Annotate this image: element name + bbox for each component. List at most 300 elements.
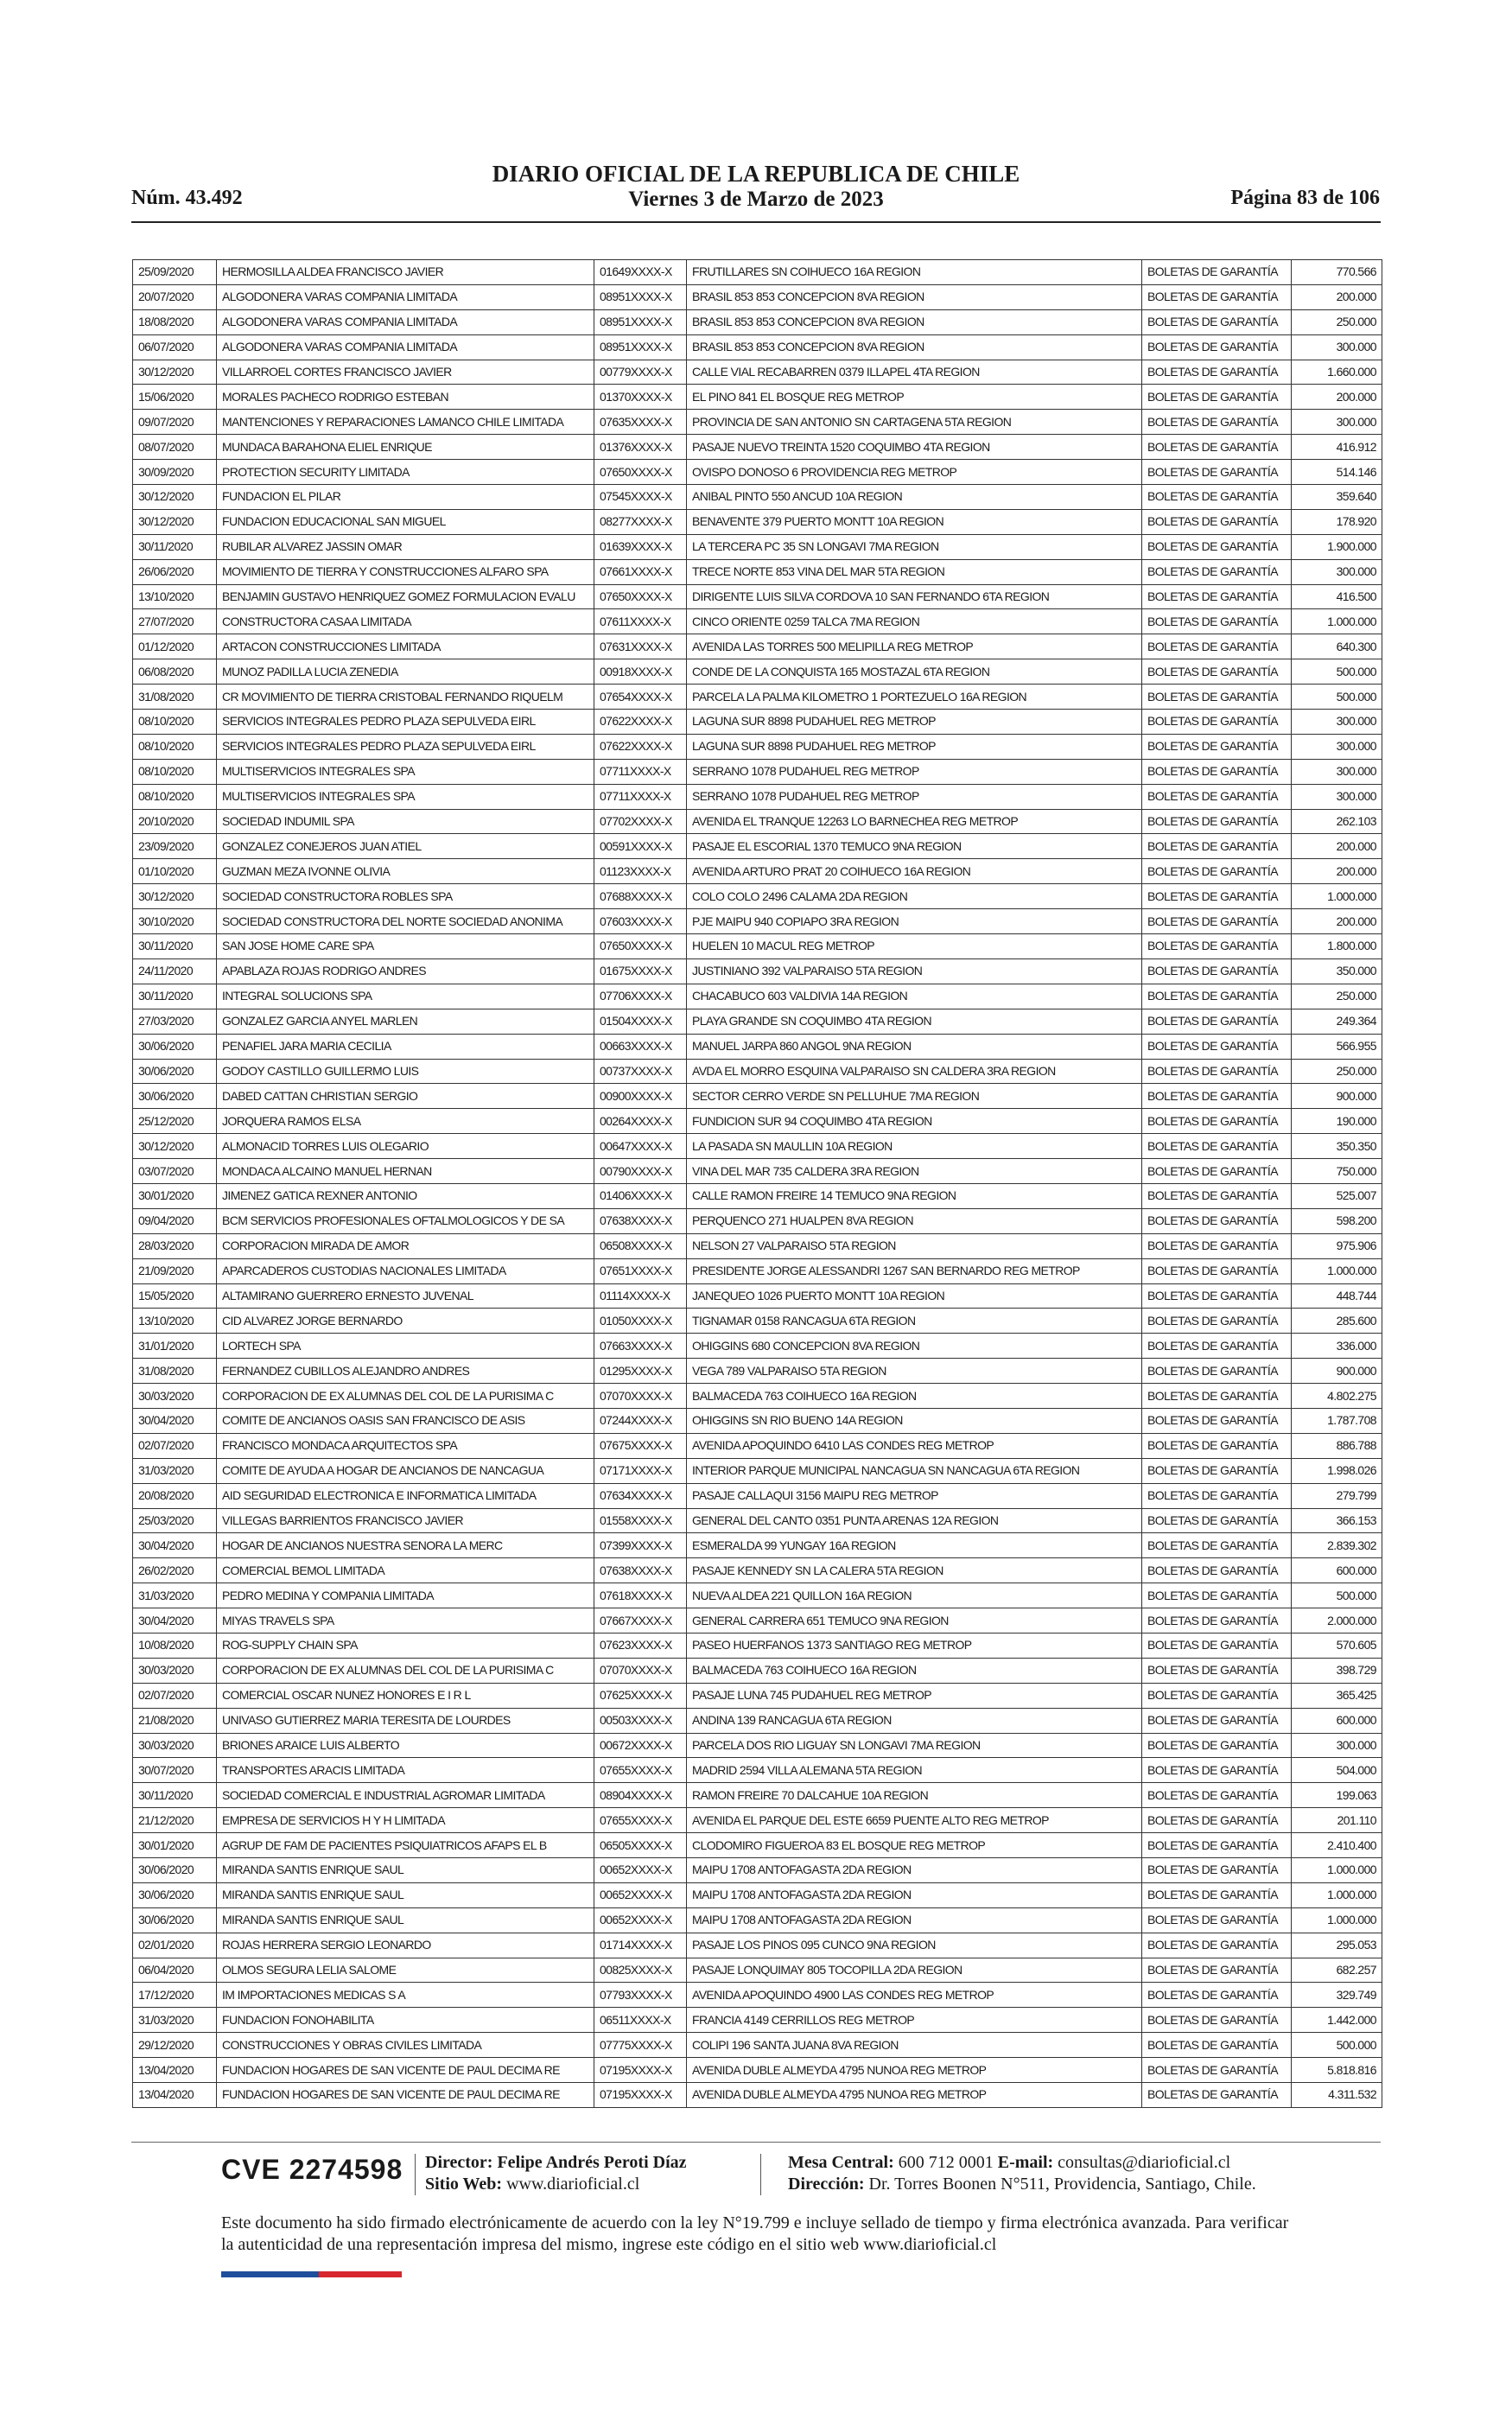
record-rut: 00663XXXX-X	[594, 1034, 687, 1059]
record-name: MULTISERVICIOS INTEGRALES SPA	[217, 759, 594, 784]
record-rut: 07661XXXX-X	[594, 559, 687, 584]
record-address: OHIGGINS SN RIO BUENO 14A REGION	[687, 1408, 1142, 1433]
record-amount: 262.103	[1292, 809, 1382, 834]
record-amount: 500.000	[1292, 2033, 1382, 2058]
table-row	[133, 410, 1382, 435]
record-name: ROG-SUPPLY CHAIN SPA	[217, 1633, 594, 1658]
record-date: 09/07/2020	[133, 410, 217, 435]
table-row	[133, 435, 1382, 460]
record-amount: 640.300	[1292, 634, 1382, 659]
footer-separator	[415, 2154, 416, 2195]
footer-color-bar-red	[319, 2271, 402, 2277]
record-date: 21/12/2020	[133, 1808, 217, 1833]
table-row	[133, 809, 1382, 834]
record-amount: 500.000	[1292, 1583, 1382, 1608]
record-rut: 01406XXXX-X	[594, 1183, 687, 1208]
mesa-phone: 600 712 0001	[898, 2153, 994, 2172]
record-date: 13/10/2020	[133, 584, 217, 609]
record-amount: 1.787.708	[1292, 1408, 1382, 1433]
table-row	[133, 1933, 1382, 1958]
record-name: JIMENEZ GATICA REXNER ANTONIO	[217, 1183, 594, 1208]
record-date: 30/01/2020	[133, 1183, 217, 1208]
record-amount: 329.749	[1292, 1983, 1382, 2008]
table-row	[133, 1708, 1382, 1733]
record-address: AVENIDA DUBLE ALMEYDA 4795 NUNOA REG METROP	[687, 2083, 1142, 2108]
record-name: SOCIEDAD CONSTRUCTORA DEL NORTE SOCIEDAD ANONIMA	[217, 909, 594, 934]
record-address: ESMERALDA 99 YUNGAY 16A REGION	[687, 1533, 1142, 1558]
record-name: SOCIEDAD CONSTRUCTORA ROBLES SPA	[217, 884, 594, 909]
record-address: FRUTILLARES SN COIHUECO 16A REGION	[687, 260, 1142, 285]
record-type: BOLETAS DE GARANTÍA	[1142, 559, 1292, 584]
record-date: 21/08/2020	[133, 1708, 217, 1733]
table-row	[133, 1384, 1382, 1409]
record-type: BOLETAS DE GARANTÍA	[1142, 385, 1292, 410]
record-rut: 07070XXXX-X	[594, 1658, 687, 1683]
record-type: BOLETAS DE GARANTÍA	[1142, 934, 1292, 959]
record-amount: 886.788	[1292, 1433, 1382, 1458]
record-rut: 07545XXXX-X	[594, 485, 687, 510]
record-rut: 08904XXXX-X	[594, 1783, 687, 1808]
record-name: MULTISERVICIOS INTEGRALES SPA	[217, 784, 594, 809]
table-row	[133, 1458, 1382, 1483]
table-row	[133, 634, 1382, 659]
record-type: BOLETAS DE GARANTÍA	[1142, 1583, 1292, 1608]
record-name: ALMONACID TORRES LUIS OLEGARIO	[217, 1134, 594, 1159]
table-row	[133, 584, 1382, 609]
table-row	[133, 934, 1382, 959]
record-name: PEDRO MEDINA Y COMPANIA LIMITADA	[217, 1583, 594, 1608]
record-rut: 00503XXXX-X	[594, 1708, 687, 1733]
record-address: BRASIL 853 853 CONCEPCION 8VA REGION	[687, 284, 1142, 309]
record-type: BOLETAS DE GARANTÍA	[1142, 2033, 1292, 2058]
record-amount: 365.425	[1292, 1683, 1382, 1708]
record-amount: 514.146	[1292, 460, 1382, 485]
record-type: BOLETAS DE GARANTÍA	[1142, 685, 1292, 710]
record-amount: 1.000.000	[1292, 1882, 1382, 1907]
record-type: BOLETAS DE GARANTÍA	[1142, 1958, 1292, 1983]
record-date: 30/04/2020	[133, 1608, 217, 1634]
record-date: 08/10/2020	[133, 734, 217, 759]
record-type: BOLETAS DE GARANTÍA	[1142, 1882, 1292, 1907]
record-address: AVENIDA ARTURO PRAT 20 COIHUECO 16A REGION	[687, 859, 1142, 884]
record-amount: 300.000	[1292, 334, 1382, 360]
record-name: OLMOS SEGURA LELIA SALOME	[217, 1958, 594, 1983]
record-date: 31/08/2020	[133, 685, 217, 710]
table-row	[133, 609, 1382, 634]
footer-divider	[131, 2142, 1381, 2143]
record-date: 31/08/2020	[133, 1359, 217, 1384]
record-amount: 200.000	[1292, 385, 1382, 410]
record-rut: 00790XXXX-X	[594, 1159, 687, 1184]
record-name: VILLEGAS BARRIENTOS FRANCISCO JAVIER	[217, 1508, 594, 1533]
record-name: CONSTRUCTORA CASAA LIMITADA	[217, 609, 594, 634]
table-row	[133, 1009, 1382, 1034]
record-type: BOLETAS DE GARANTÍA	[1142, 410, 1292, 435]
record-type: BOLETAS DE GARANTÍA	[1142, 1034, 1292, 1059]
record-amount: 566.955	[1292, 1034, 1382, 1059]
record-amount: 416.912	[1292, 435, 1382, 460]
record-type: BOLETAS DE GARANTÍA	[1142, 1208, 1292, 1233]
record-amount: 200.000	[1292, 834, 1382, 859]
record-date: 30/12/2020	[133, 1134, 217, 1159]
record-rut: 01639XXXX-X	[594, 534, 687, 559]
record-address: AVENIDA APOQUINDO 4900 LAS CONDES REG METROP	[687, 1983, 1142, 2008]
table-row	[133, 1608, 1382, 1634]
table-row	[133, 360, 1382, 385]
record-date: 10/08/2020	[133, 1633, 217, 1658]
director-name: Felipe Andrés Peroti Díaz	[497, 2153, 687, 2172]
record-amount: 300.000	[1292, 759, 1382, 784]
record-rut: 00918XXXX-X	[594, 659, 687, 685]
record-type: BOLETAS DE GARANTÍA	[1142, 1683, 1292, 1708]
record-amount: 1.660.000	[1292, 360, 1382, 385]
record-type: BOLETAS DE GARANTÍA	[1142, 1258, 1292, 1283]
record-name: CORPORACION DE EX ALUMNAS DEL COL DE LA PURISIMA C	[217, 1658, 594, 1683]
records-table	[132, 259, 1382, 2108]
record-amount: 416.500	[1292, 584, 1382, 609]
record-type: BOLETAS DE GARANTÍA	[1142, 485, 1292, 510]
record-date: 20/10/2020	[133, 809, 217, 834]
record-date: 30/06/2020	[133, 1907, 217, 1933]
table-row	[133, 1134, 1382, 1159]
record-type: BOLETAS DE GARANTÍA	[1142, 460, 1292, 485]
record-name: MANTENCIONES Y REPARACIONES LAMANCO CHILE LIMITADA	[217, 410, 594, 435]
record-date: 20/07/2020	[133, 284, 217, 309]
table-row	[133, 1783, 1382, 1808]
record-address: CONDE DE LA CONQUISTA 165 MOSTAZAL 6TA REGION	[687, 659, 1142, 685]
record-name: MIRANDA SANTIS ENRIQUE SAUL	[217, 1858, 594, 1883]
record-address: ANIBAL PINTO 550 ANCUD 10A REGION	[687, 485, 1142, 510]
record-rut: 01675XXXX-X	[594, 958, 687, 984]
record-type: BOLETAS DE GARANTÍA	[1142, 1359, 1292, 1384]
footer-separator	[760, 2154, 761, 2195]
record-type: BOLETAS DE GARANTÍA	[1142, 584, 1292, 609]
table-row	[133, 460, 1382, 485]
record-type: BOLETAS DE GARANTÍA	[1142, 734, 1292, 759]
record-address: TRECE NORTE 853 VINA DEL MAR 5TA REGION	[687, 559, 1142, 584]
record-amount: 200.000	[1292, 859, 1382, 884]
record-type: BOLETAS DE GARANTÍA	[1142, 260, 1292, 285]
record-type: BOLETAS DE GARANTÍA	[1142, 1658, 1292, 1683]
record-name: CR MOVIMIENTO DE TIERRA CRISTOBAL FERNANDO RIQUELM	[217, 685, 594, 710]
record-amount: 178.920	[1292, 509, 1382, 534]
record-rut: 07611XXXX-X	[594, 609, 687, 634]
record-type: BOLETAS DE GARANTÍA	[1142, 1933, 1292, 1958]
record-date: 30/03/2020	[133, 1658, 217, 1683]
record-type: BOLETAS DE GARANTÍA	[1142, 1907, 1292, 1933]
publication-title: DIARIO OFICIAL DE LA REPUBLICA DE CHILE	[492, 161, 1020, 187]
record-type: BOLETAS DE GARANTÍA	[1142, 360, 1292, 385]
record-address: BRASIL 853 853 CONCEPCION 8VA REGION	[687, 309, 1142, 334]
record-name: GUZMAN MEZA IVONNE OLIVIA	[217, 859, 594, 884]
table-row	[133, 659, 1382, 685]
record-name: AGRUP DE FAM DE PACIENTES PSIQUIATRICOS AFAPS EL B	[217, 1833, 594, 1858]
record-name: APABLAZA ROJAS RODRIGO ANDRES	[217, 958, 594, 984]
record-amount: 300.000	[1292, 734, 1382, 759]
record-address: FRANCIA 4149 CERRILLOS REG METROP	[687, 2008, 1142, 2033]
record-date: 01/12/2020	[133, 634, 217, 659]
record-amount: 295.053	[1292, 1933, 1382, 1958]
record-name: MIRANDA SANTIS ENRIQUE SAUL	[217, 1907, 594, 1933]
record-name: CONSTRUCCIONES Y OBRAS CIVILES LIMITADA	[217, 2033, 594, 2058]
record-name: FUNDACION HOGARES DE SAN VICENTE DE PAUL DECIMA RE	[217, 2083, 594, 2108]
record-type: BOLETAS DE GARANTÍA	[1142, 1433, 1292, 1458]
record-address: OVISPO DONOSO 6 PROVIDENCIA REG METROP	[687, 460, 1142, 485]
record-address: PASEO HUERFANOS 1373 SANTIAGO REG METROP	[687, 1633, 1142, 1658]
record-type: BOLETAS DE GARANTÍA	[1142, 2058, 1292, 2083]
record-name: MONDACA ALCAINO MANUEL HERNAN	[217, 1159, 594, 1184]
record-name: SOCIEDAD COMERCIAL E INDUSTRIAL AGROMAR LIMITADA	[217, 1783, 594, 1808]
record-name: COMERCIAL BEMOL LIMITADA	[217, 1558, 594, 1583]
record-rut: 07654XXXX-X	[594, 685, 687, 710]
record-date: 06/04/2020	[133, 1958, 217, 1983]
record-rut: 06505XXXX-X	[594, 1833, 687, 1858]
record-date: 25/12/2020	[133, 1109, 217, 1134]
record-amount: 1.000.000	[1292, 1858, 1382, 1883]
record-type: BOLETAS DE GARANTÍA	[1142, 1309, 1292, 1334]
table-row	[133, 2083, 1382, 2108]
record-rut: 00652XXXX-X	[594, 1882, 687, 1907]
record-address: MAIPU 1708 ANTOFAGASTA 2DA REGION	[687, 1907, 1142, 1933]
record-address: COLO COLO 2496 CALAMA 2DA REGION	[687, 884, 1142, 909]
record-date: 03/07/2020	[133, 1159, 217, 1184]
record-amount: 975.906	[1292, 1233, 1382, 1258]
record-date: 30/03/2020	[133, 1733, 217, 1758]
table-row	[133, 1283, 1382, 1309]
record-address: MADRID 2594 VILLA ALEMANA 5TA REGION	[687, 1758, 1142, 1783]
record-address: PASAJE CALLAQUI 3156 MAIPU REG METROP	[687, 1483, 1142, 1508]
record-name: FRANCISCO MONDACA ARQUITECTOS SPA	[217, 1433, 594, 1458]
record-address: BALMACEDA 763 COIHUECO 16A REGION	[687, 1658, 1142, 1683]
web-url[interactable]: www.diarioficial.cl	[506, 2175, 640, 2194]
record-amount: 250.000	[1292, 309, 1382, 334]
record-name: ROJAS HERRERA SERGIO LEONARDO	[217, 1933, 594, 1958]
record-rut: 07675XXXX-X	[594, 1433, 687, 1458]
record-amount: 250.000	[1292, 984, 1382, 1009]
record-address: CLODOMIRO FIGUEROA 83 EL BOSQUE REG METROP	[687, 1833, 1142, 1858]
table-row	[133, 309, 1382, 334]
record-date: 27/07/2020	[133, 609, 217, 634]
record-amount: 1.998.026	[1292, 1458, 1382, 1483]
record-address: LAGUNA SUR 8898 PUDAHUEL REG METROP	[687, 734, 1142, 759]
record-name: ALGODONERA VARAS COMPANIA LIMITADA	[217, 309, 594, 334]
record-date: 01/10/2020	[133, 859, 217, 884]
record-amount: 350.350	[1292, 1134, 1382, 1159]
record-date: 21/09/2020	[133, 1258, 217, 1283]
record-rut: 07655XXXX-X	[594, 1758, 687, 1783]
record-amount: 770.566	[1292, 260, 1382, 285]
record-date: 30/09/2020	[133, 460, 217, 485]
record-type: BOLETAS DE GARANTÍA	[1142, 309, 1292, 334]
record-date: 30/06/2020	[133, 1882, 217, 1907]
record-rut: 07244XXXX-X	[594, 1408, 687, 1433]
table-row	[133, 859, 1382, 884]
record-type: BOLETAS DE GARANTÍA	[1142, 509, 1292, 534]
record-amount: 4.311.532	[1292, 2083, 1382, 2108]
record-rut: 01714XXXX-X	[594, 1933, 687, 1958]
table-row	[133, 759, 1382, 784]
record-rut: 07655XXXX-X	[594, 1808, 687, 1833]
record-amount: 300.000	[1292, 410, 1382, 435]
record-date: 08/10/2020	[133, 710, 217, 735]
record-rut: 07688XXXX-X	[594, 884, 687, 909]
record-type: BOLETAS DE GARANTÍA	[1142, 284, 1292, 309]
record-date: 15/06/2020	[133, 385, 217, 410]
record-amount: 525.007	[1292, 1183, 1382, 1208]
record-rut: 00652XXXX-X	[594, 1858, 687, 1883]
record-date: 23/09/2020	[133, 834, 217, 859]
records-body	[133, 260, 1382, 2108]
record-amount: 250.000	[1292, 1059, 1382, 1084]
record-type: BOLETAS DE GARANTÍA	[1142, 1608, 1292, 1634]
record-rut: 07631XXXX-X	[594, 634, 687, 659]
record-date: 30/04/2020	[133, 1533, 217, 1558]
record-type: BOLETAS DE GARANTÍA	[1142, 1808, 1292, 1833]
record-name: SERVICIOS INTEGRALES PEDRO PLAZA SEPULVEDA EIRL	[217, 710, 594, 735]
record-rut: 08277XXXX-X	[594, 509, 687, 534]
record-type: BOLETAS DE GARANTÍA	[1142, 1084, 1292, 1109]
record-type: BOLETAS DE GARANTÍA	[1142, 784, 1292, 809]
record-amount: 1.000.000	[1292, 609, 1382, 634]
record-amount: 448.744	[1292, 1283, 1382, 1309]
record-rut: 01295XXXX-X	[594, 1359, 687, 1384]
record-address: FUNDICION SUR 94 COQUIMBO 4TA REGION	[687, 1109, 1142, 1134]
record-name: SERVICIOS INTEGRALES PEDRO PLAZA SEPULVEDA EIRL	[217, 734, 594, 759]
record-address: DIRIGENTE LUIS SILVA CORDOVA 10 SAN FERNANDO 6TA REGION	[687, 584, 1142, 609]
table-row	[133, 1109, 1382, 1134]
record-address: VINA DEL MAR 735 CALDERA 3RA REGION	[687, 1159, 1142, 1184]
record-type: BOLETAS DE GARANTÍA	[1142, 1233, 1292, 1258]
record-address: PASAJE NUEVO TREINTA 1520 COQUIMBO 4TA REGION	[687, 435, 1142, 460]
record-date: 17/12/2020	[133, 1983, 217, 2008]
record-name: INTEGRAL SOLUCIONS SPA	[217, 984, 594, 1009]
record-name: ALTAMIRANO GUERRERO ERNESTO JUVENAL	[217, 1283, 594, 1309]
record-amount: 500.000	[1292, 659, 1382, 685]
record-address: NELSON 27 VALPARAISO 5TA REGION	[687, 1233, 1142, 1258]
record-rut: 00264XXXX-X	[594, 1109, 687, 1134]
record-address: BENAVENTE 379 PUERTO MONTT 10A REGION	[687, 509, 1142, 534]
record-date: 18/08/2020	[133, 309, 217, 334]
web-label: Sitio Web:	[425, 2175, 503, 2194]
record-address: CHACABUCO 603 VALDIVIA 14A REGION	[687, 984, 1142, 1009]
record-name: PENAFIEL JARA MARIA CECILIA	[217, 1034, 594, 1059]
record-rut: 07399XXXX-X	[594, 1533, 687, 1558]
table-row	[133, 958, 1382, 984]
footer-director-block	[425, 2152, 687, 2195]
table-row	[133, 1059, 1382, 1084]
record-address: LAGUNA SUR 8898 PUDAHUEL REG METROP	[687, 710, 1142, 735]
record-date: 31/03/2020	[133, 2008, 217, 2033]
record-date: 30/04/2020	[133, 1408, 217, 1433]
record-type: BOLETAS DE GARANTÍA	[1142, 1183, 1292, 1208]
record-date: 26/02/2020	[133, 1558, 217, 1583]
record-type: BOLETAS DE GARANTÍA	[1142, 759, 1292, 784]
table-row	[133, 1334, 1382, 1359]
record-type: BOLETAS DE GARANTÍA	[1142, 1408, 1292, 1433]
record-name: CID ALVAREZ JORGE BERNARDO	[217, 1309, 594, 1334]
record-address: LA TERCERA PC 35 SN LONGAVI 7MA REGION	[687, 534, 1142, 559]
record-type: BOLETAS DE GARANTÍA	[1142, 1558, 1292, 1583]
record-amount: 1.900.000	[1292, 534, 1382, 559]
table-row	[133, 1658, 1382, 1683]
record-type: BOLETAS DE GARANTÍA	[1142, 1009, 1292, 1034]
record-rut: 08951XXXX-X	[594, 309, 687, 334]
record-rut: 01114XXXX-X	[594, 1283, 687, 1309]
record-name: HERMOSILLA ALDEA FRANCISCO JAVIER	[217, 260, 594, 285]
record-name: CORPORACION MIRADA DE AMOR	[217, 1233, 594, 1258]
record-amount: 900.000	[1292, 1084, 1382, 1109]
record-type: BOLETAS DE GARANTÍA	[1142, 809, 1292, 834]
record-type: BOLETAS DE GARANTÍA	[1142, 1833, 1292, 1858]
record-type: BOLETAS DE GARANTÍA	[1142, 834, 1292, 859]
record-date: 31/03/2020	[133, 1458, 217, 1483]
record-name: MIRANDA SANTIS ENRIQUE SAUL	[217, 1882, 594, 1907]
record-address: EL PINO 841 EL BOSQUE REG METROP	[687, 385, 1142, 410]
record-name: FUNDACION EDUCACIONAL SAN MIGUEL	[217, 509, 594, 534]
record-rut: 01649XXXX-X	[594, 260, 687, 285]
record-date: 30/11/2020	[133, 534, 217, 559]
record-amount: 1.000.000	[1292, 1907, 1382, 1933]
record-name: GONZALEZ GARCIA ANYEL MARLEN	[217, 1009, 594, 1034]
email-address[interactable]: consultas@diarioficial.cl	[1058, 2153, 1231, 2172]
record-address: PERQUENCO 271 HUALPEN 8VA REGION	[687, 1208, 1142, 1233]
table-row	[133, 1508, 1382, 1533]
record-amount: 300.000	[1292, 1733, 1382, 1758]
record-type: BOLETAS DE GARANTÍA	[1142, 435, 1292, 460]
table-row	[133, 734, 1382, 759]
record-date: 30/12/2020	[133, 485, 217, 510]
table-row	[133, 1408, 1382, 1433]
record-date: 15/05/2020	[133, 1283, 217, 1309]
table-row	[133, 2058, 1382, 2083]
record-address: AVENIDA APOQUINDO 6410 LAS CONDES REG METROP	[687, 1433, 1142, 1458]
record-type: BOLETAS DE GARANTÍA	[1142, 1533, 1292, 1558]
record-address: PARCELA DOS RIO LIGUAY SN LONGAVI 7MA REGION	[687, 1733, 1142, 1758]
record-type: BOLETAS DE GARANTÍA	[1142, 1059, 1292, 1084]
record-date: 30/12/2020	[133, 509, 217, 534]
table-row	[133, 1808, 1382, 1833]
record-amount: 2.000.000	[1292, 1608, 1382, 1634]
record-rut: 00779XXXX-X	[594, 360, 687, 385]
record-amount: 300.000	[1292, 559, 1382, 584]
record-date: 31/03/2020	[133, 1583, 217, 1608]
record-rut: 00591XXXX-X	[594, 834, 687, 859]
table-row	[133, 1258, 1382, 1283]
record-date: 25/09/2020	[133, 260, 217, 285]
record-name: BCM SERVICIOS PROFESIONALES OFTALMOLOGICOS Y DE SA	[217, 1208, 594, 1233]
record-name: ALGODONERA VARAS COMPANIA LIMITADA	[217, 284, 594, 309]
record-name: MORALES PACHECO RODRIGO ESTEBAN	[217, 385, 594, 410]
legal-notice: Este documento ha sido firmado electrónicamente de acuerdo con la ley N°19.799 e incluye sellado de tiempo y firma electrónica avanzada. Para verificar la autenticidad de una representación impresa del mismo, ingrese este código en el sitio web www.diarioficial.cl	[221, 2213, 1289, 2254]
table-row	[133, 1309, 1382, 1334]
table-row	[133, 1958, 1382, 1983]
record-name: EMPRESA DE SERVICIOS H Y H LIMITADA	[217, 1808, 594, 1833]
record-amount: 2.410.400	[1292, 1833, 1382, 1858]
record-type: BOLETAS DE GARANTÍA	[1142, 958, 1292, 984]
record-rut: 07625XXXX-X	[594, 1683, 687, 1708]
record-type: BOLETAS DE GARANTÍA	[1142, 1483, 1292, 1508]
record-name: ARTACON CONSTRUCCIONES LIMITADA	[217, 634, 594, 659]
table-row	[133, 2008, 1382, 2033]
table-row	[133, 1858, 1382, 1883]
mesa-label: Mesa Central:	[788, 2153, 894, 2172]
record-type: BOLETAS DE GARANTÍA	[1142, 710, 1292, 735]
table-row	[133, 1983, 1382, 2008]
table-row	[133, 260, 1382, 285]
header-divider	[131, 221, 1381, 223]
record-name: CORPORACION DE EX ALUMNAS DEL COL DE LA PURISIMA C	[217, 1384, 594, 1409]
record-date: 13/04/2020	[133, 2058, 217, 2083]
